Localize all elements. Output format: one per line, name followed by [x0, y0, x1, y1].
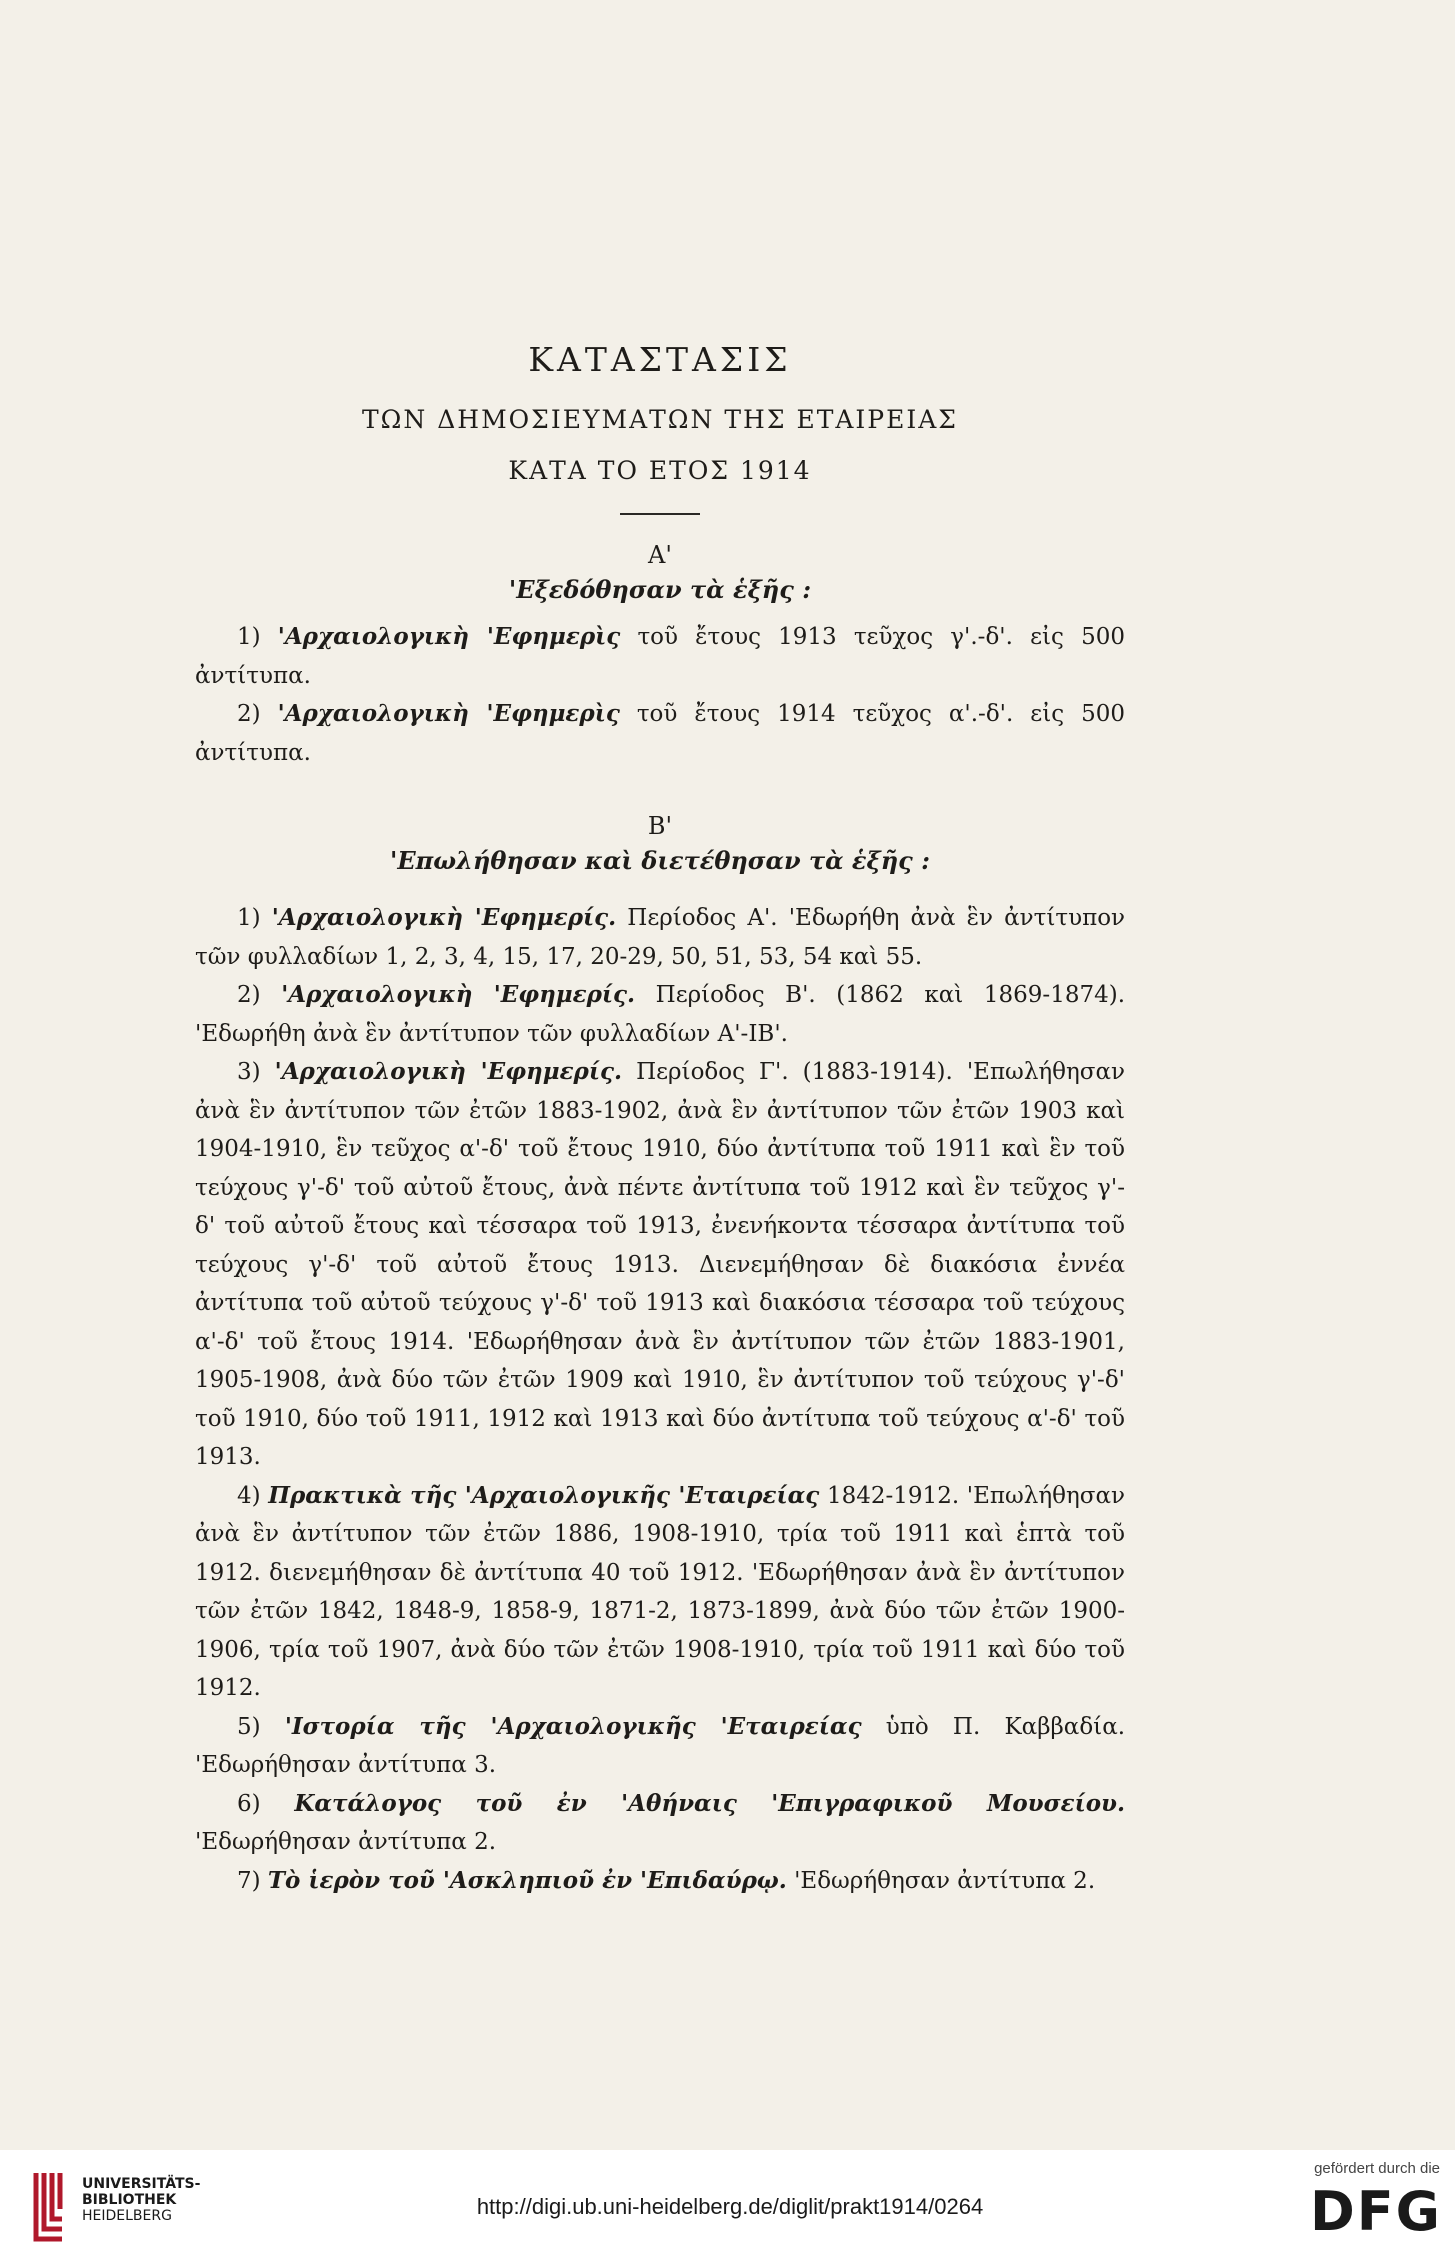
- item-title: 'Ιστορία τῆς 'Αρχαιολογικῆς 'Εταιρείας: [284, 1712, 862, 1740]
- library-name-line: UNIVERSITÄTS-: [82, 2176, 201, 2192]
- list-item: [195, 899, 1125, 976]
- item-number: 2): [237, 982, 261, 1008]
- divider: [620, 513, 700, 515]
- section-a: [195, 541, 1125, 772]
- item-text: τοῦ ἔτους 1913 τεῦχος γ'.-δ'. εἰς 500 ἀντίτυπα.: [195, 624, 1125, 689]
- item-title: Τὸ ἱερὸν τοῦ 'Ασκληπιοῦ ἐν 'Επιδαύρῳ.: [267, 1866, 787, 1894]
- item-text: τοῦ ἔτους 1914 τεῦχος α'.-δ'. εἰς 500 ἀντίτυπα.: [195, 701, 1125, 766]
- item-title: Κατάλογος τοῦ ἐν 'Αθήναις 'Επιγραφικοῦ Μουσείου.: [294, 1789, 1126, 1817]
- section-a-mark: Α': [648, 541, 672, 569]
- item-title: 'Αρχαιολογικὴ 'Εφημερίς.: [281, 981, 636, 1008]
- page-title: ΚΑΤΑΣΤΑΣΙΣ: [528, 340, 792, 379]
- item-number: 1): [237, 905, 261, 931]
- list-item: [195, 1862, 1125, 1901]
- item-number: 4): [237, 1482, 261, 1509]
- item-text: 1842-1912. 'Επωλήθησαν ἀνὰ ἓν ἀντίτυπον τῶν ἐτῶν 1886, 1908-1910, τρία τοῦ 1911 καὶ ἑπτὰ τοῦ 1912. διενεμήθησαν δὲ ἀντίτυπα 40 τοῦ 1912. 'Εδωρήθησαν ἀνὰ ἓν ἀντίτυπον τῶν ἐτῶν 1842, 1848-9, 1858-9, 1871-2, 1873-1899, ἀνὰ δύο τῶν ἐτῶν 1900-1906, τρία τοῦ 1907, ἀνὰ δύο τῶν ἐτῶν 1908-1910, τρία τοῦ 1911 καὶ δύο τοῦ 1912.: [195, 1482, 1125, 1701]
- library-logo-icon[interactable]: [22, 2165, 82, 2247]
- source-url-link[interactable]: http://digi.ub.uni-heidelberg.de/diglit/prakt1914/0264: [476, 2194, 984, 2219]
- list-item: [195, 695, 1125, 772]
- item-title: 'Αρχαιολογικὴ 'Εφημερίς.: [271, 904, 617, 931]
- list-item: [195, 1053, 1125, 1477]
- page-content: [195, 340, 1125, 1900]
- list-item: [195, 1785, 1125, 1862]
- library-name-line: BIBLIOTHEK: [82, 2192, 177, 2208]
- item-number: 7): [237, 1867, 261, 1894]
- list-item: [195, 976, 1125, 1053]
- footer-bar: [0, 2150, 1455, 2262]
- item-number: 2): [237, 701, 261, 727]
- item-number: 1): [237, 624, 261, 650]
- item-title: 'Αρχαιολογικὴ 'Εφημερίς.: [274, 1058, 622, 1085]
- item-title: 'Αρχαιολογικὴ 'Εφημερὶς: [277, 623, 621, 650]
- library-name-line: HEIDELBERG: [82, 2208, 172, 2224]
- section-b: [195, 812, 1125, 1900]
- list-item: [195, 1708, 1125, 1785]
- item-title: Πρακτικὰ τῆς 'Αρχαιολογικῆς 'Εταιρείας: [268, 1481, 820, 1509]
- item-text: Περίοδος Γ'. (1883-1914). 'Επωλήθησαν ἀνὰ ἓν ἀντίτυπον τῶν ἐτῶν 1883-1902, ἀνὰ ἓν ἀντίτυπον τῶν ἐτῶν 1903 καὶ 1904-1910, ἓν τεῦχος α'-δ' τοῦ ἔτους 1910, δύο ἀντίτυπα τοῦ 1911 καὶ ἓν τοῦ τεύχους γ'-δ' τοῦ αὐτοῦ ἔτους, ἀνὰ πέντε ἀντίτυπα τοῦ 1912 καὶ ἓν τεῦχος γ'-δ' τοῦ αὐτοῦ ἔτους καὶ τέσσαρα τοῦ 1913, ἐνενήκοντα τέσσαρα ἀντίτυπα τοῦ τεύχους γ'-δ' τοῦ αὐτοῦ ἔτους 1913. Διενεμήθησαν δὲ διακόσια ἐννέα ἀντίτυπα τοῦ αὐτοῦ τεύχους γ'-δ' τοῦ 1913 καὶ διακόσια τέσσαρα τοῦ τεύχους α'-δ' τοῦ ἔτους 1914. 'Εδωρήθησαν ἀνὰ ἓν ἀντίτυπον τῶν ἐτῶν 1883-1901, 1905-1908, ἀνὰ δύο τῶν ἐτῶν 1909 καὶ 1910, ἓν ἀντίτυπον τοῦ τεύχους γ'-δ' τοῦ 1910, δύο τοῦ 1911, 1912 καὶ 1913 καὶ δύο ἀντίτυπα τοῦ τεύχους α'-δ' τοῦ 1913.: [195, 1059, 1126, 1470]
- item-text: Περίοδος Β'. (1862 καὶ 1869-1874). 'Εδωρήθη ἀνὰ ἓν ἀντίτυπον τῶν φυλλαδίων Α'-ΙΒ'.: [195, 982, 1126, 1047]
- page-subtitle: ΤΩΝ ΔΗΜΟΣΙΕΥΜΑΤΩΝ ΤΗΣ ΕΤΑΙΡΕΙΑΣ: [362, 405, 958, 434]
- dfg-logo[interactable]: DFG: [1309, 2180, 1442, 2243]
- section-a-heading: 'Εξεδόθησαν τὰ ἑξῆς :: [508, 575, 812, 604]
- section-b-mark: Β': [647, 812, 673, 840]
- list-item: [195, 1477, 1125, 1708]
- list-item: [195, 618, 1125, 695]
- library-name: [82, 2176, 222, 2224]
- item-title: 'Αρχαιολογικὴ 'Εφημερὶς: [277, 700, 620, 727]
- item-text: ὑπὸ Π. Καββαδία. 'Εδωρήθησαν ἀντίτυπα 3.: [195, 1713, 1126, 1778]
- year-line: ΚΑΤΑ ΤΟ ΕΤΟΣ 1914: [508, 456, 812, 485]
- funding-note: gefördert durch die: [1314, 2160, 1440, 2177]
- item-text: Περίοδος Α'. 'Εδωρήθη ἀνὰ ἓν ἀντίτυπον τῶν φυλλαδίων 1, 2, 3, 4, 15, 17, 20-29, 50, 51, 53, 54 καὶ 55.: [195, 905, 1126, 970]
- section-b-heading: 'Επωλήθησαν καὶ διετέθησαν τὰ ἑξῆς :: [389, 846, 931, 875]
- item-number: 6): [237, 1790, 261, 1817]
- item-text: 'Εδωρήθησαν ἀντίτυπα 2.: [195, 1829, 497, 1855]
- item-number: 5): [237, 1713, 261, 1740]
- item-text: 'Εδωρήθησαν ἀντίτυπα 2.: [794, 1867, 1096, 1894]
- item-number: 3): [237, 1059, 261, 1085]
